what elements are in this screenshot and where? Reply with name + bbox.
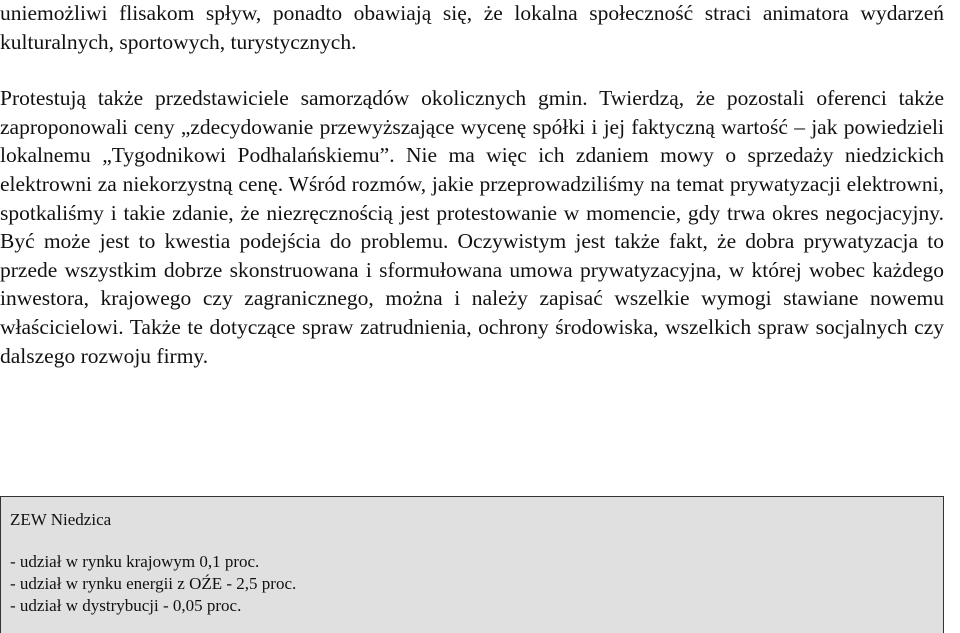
paragraph-spacer: [0, 56, 944, 84]
paragraph-1: uniemożliwi flisakom spływ, ponadto obawiają się, że lokalna społeczność straci animatora wydarzeń kulturalnych, sportowych, turystycznych.: [0, 1, 944, 54]
info-box-list: [10, 551, 943, 617]
info-box: [0, 496, 944, 633]
info-box-item: - udział w dystrybucji - 0,05 proc.: [10, 596, 242, 615]
info-box-item: - udział w rynku energii z OŹE - 2,5 proc.: [10, 574, 297, 593]
info-box-title: ZEW Niedzica: [10, 510, 112, 529]
paragraph-2: Protestują także przedstawiciele samorządów okolicznych gmin. Twierdzą, że pozostali oferenci także zaproponowali ceny „zdecydowanie przewyższające wycenę spółki i jej faktyczną wartość – jak powiedzieli lokalnemu „Tygodnikowi Podhalańskiemu”. Nie ma więc ich zdaniem mowy o sprzedaży niedzickich elektrowni za niekorzystną cenę. Wśród rozmów, jakie przeprowadziliśmy na temat prywatyzacji elektrowni, spotkaliśmy i takie zdanie, że niezręcznością jest protestowanie w momencie, gdy trwa okres negocjacyjny. Być może jest to kwestia podejścia do problemu. Oczywistym jest także fakt, że dobra prywatyzacja to przede wszystkim dobrze skonstruowana i sformułowana umowa prywatyzacyjna, w której wobec każdego inwestora, krajowego czy zagranicznego, można i należy zapisać wszelkie wymogi stawiane nowemu właścicielowi. Także te dotyczące spraw zatrudnienia, ochrony środowiska, wszelkich spraw socjalnych czy dalszego rozwoju firmy.: [0, 86, 944, 368]
info-box-item: - udział w rynku krajowym 0,1 proc.: [10, 552, 260, 571]
